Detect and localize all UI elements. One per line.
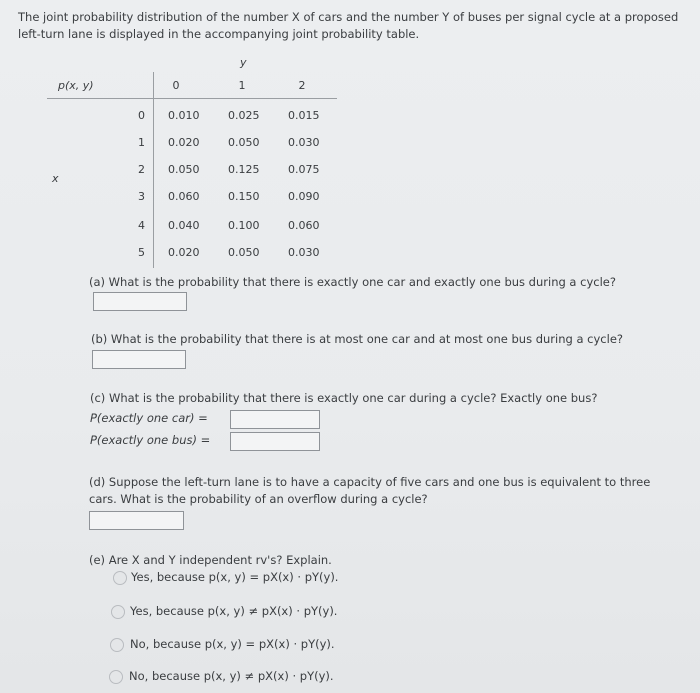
table-cell: 0.150 — [228, 190, 260, 203]
table-col-header: 0 — [172, 79, 180, 92]
table-cell: 0.090 — [288, 190, 320, 203]
table-header-divider — [47, 98, 337, 99]
answer-c-bus-input[interactable] — [230, 432, 320, 451]
table-row-index: 4 — [138, 219, 145, 232]
option-e-4-radio[interactable] — [109, 670, 123, 684]
option-e-2-label[interactable]: Yes, because p(x, y) ≠ pX(x) · pY(y). — [130, 604, 338, 618]
table-cell: 0.050 — [228, 136, 260, 149]
table-cell: 0.030 — [288, 136, 320, 149]
table-cell: 0.020 — [168, 246, 200, 259]
table-col-header: 2 — [298, 79, 306, 92]
answer-b-input[interactable] — [92, 350, 186, 369]
answer-c-car-input[interactable] — [230, 410, 320, 429]
table-cell: 0.040 — [168, 219, 200, 232]
table-cell: 0.060 — [168, 190, 200, 203]
table-cell: 0.100 — [228, 219, 260, 232]
table-cell: 0.010 — [168, 109, 200, 122]
table-cell: 0.050 — [168, 163, 200, 176]
table-row-index: 3 — [138, 190, 145, 203]
table-x-label: x — [52, 172, 59, 185]
table-cell: 0.060 — [288, 219, 320, 232]
table-cell: 0.125 — [228, 163, 260, 176]
option-e-1-label[interactable]: Yes, because p(x, y) = pX(x) · pY(y). — [131, 570, 339, 584]
table-row-divider — [153, 72, 154, 268]
question-a: (a) What is the probability that there is exactly one car and exactly one bus during a cycle? — [89, 275, 616, 289]
table-row-index: 0 — [138, 109, 145, 122]
option-e-3-label[interactable]: No, because p(x, y) = pX(x) · pY(y). — [130, 637, 335, 651]
table-row-index: 1 — [138, 136, 145, 149]
table-corner-label: p(x, y) — [58, 79, 94, 92]
option-e-2-radio[interactable] — [111, 605, 125, 619]
question-d: (d) Suppose the left-turn lane is to have a capacity of five cars and one bus is equivalent to three cars. What is the probability of an overflow during a cycle? — [89, 475, 651, 506]
option-e-4-label[interactable]: No, because p(x, y) ≠ pX(x) · pY(y). — [129, 669, 334, 683]
table-row-index: 2 — [138, 163, 145, 176]
option-e-1-radio[interactable] — [113, 571, 127, 585]
table-cell: 0.015 — [288, 109, 320, 122]
question-c: (c) What is the probability that there is exactly one car during a cycle? Exactly one bus? — [90, 391, 598, 405]
table-cell: 0.075 — [288, 163, 320, 176]
answer-d-input[interactable] — [89, 511, 184, 530]
table-cell: 0.025 — [228, 109, 260, 122]
table-cell: 0.050 — [228, 246, 260, 259]
c-car-label: P(exactly one car) = — [90, 411, 208, 425]
question-e: (e) Are X and Y independent rv's? Explain. — [89, 553, 332, 567]
table-cell: 0.030 — [288, 246, 320, 259]
table-col-header: 1 — [238, 79, 246, 92]
c-bus-label: P(exactly one bus) = — [90, 433, 211, 447]
table-cell: 0.020 — [168, 136, 200, 149]
table-y-label: y — [240, 56, 247, 69]
answer-a-input[interactable] — [93, 292, 187, 311]
option-e-3-radio[interactable] — [110, 638, 124, 652]
question-b: (b) What is the probability that there is at most one car and at most one bus during a cycle? — [91, 332, 623, 346]
table-row-index: 5 — [138, 246, 145, 259]
problem-intro: The joint probability distribution of the number X of cars and the number Y of buses per signal cycle at a proposed left-turn lane is displayed in the accompanying joint probability table. — [18, 10, 679, 41]
